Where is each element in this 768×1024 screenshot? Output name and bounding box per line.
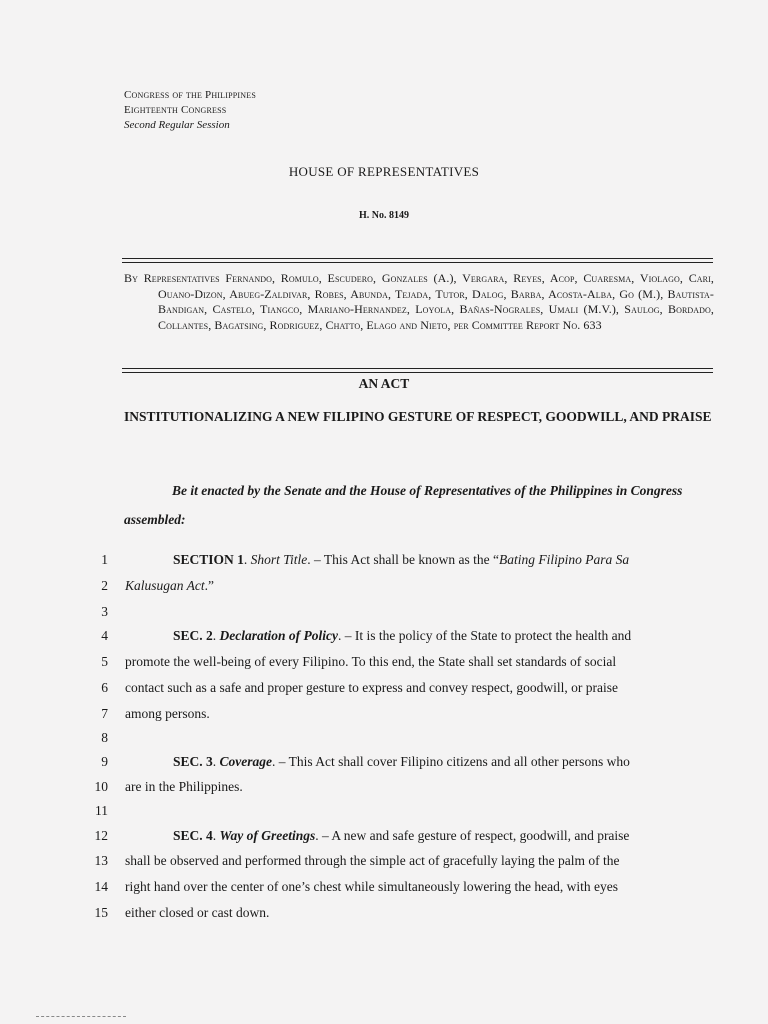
line-text: SEC. 2. Declaration of Policy. – It is the policy of the State to protect the health and [173, 628, 632, 643]
line-text: either closed or cast down. [125, 905, 270, 920]
line-number: 7 [101, 706, 108, 721]
line-text: are in the Philippines. [125, 779, 243, 794]
line-number: 1 [101, 552, 108, 567]
line-number: 12 [94, 828, 108, 843]
bill-line-7 [0, 706, 768, 732]
act-long-title: INSTITUTIONALIZING A NEW FILIPINO GESTURE OF RESPECT, GOODWILL, AND PRAISE [124, 409, 712, 424]
section-heading: Way of Greetings [219, 828, 316, 843]
session-name: Second Regular Session [124, 119, 230, 131]
bill-line-9 [0, 754, 768, 780]
line-text: shall be observed and performed through the simple act of gracefully laying the palm of the [125, 853, 620, 868]
section-heading: Coverage [219, 754, 272, 769]
bill-line-15 [0, 905, 768, 931]
bill-line-6 [0, 680, 768, 706]
authors-paragraph: By Representatives Fernando, Romulo, Escudero, Gonzales (A.), Vergara, Reyes, Acop, Cuaresma, Violago, Cari, Ouano-Dizon, Abueg-Zaldivar, Robes, Abunda, Tejada, Tutor, Dalog, Barba, Acosta-Alba, Go (M.), Bautista-Bandigan, Castelo, Tiangco, Mariano-Hernandez, Loyola, Bañas-Nograles, Umali (M.V.), Saulog, Bordado, Collantes, Bagatsing, Rodriguez, Chatto, Elago and Nieto, per Committee Report No. 633 [124, 271, 714, 332]
line-text: SECTION 1. Short Title. – This Act shall be known as the “Bating Filipino Para Sa [173, 552, 630, 567]
bill-line-5 [0, 654, 768, 680]
house-title: HOUSE OF REPRESENTATIVES [288, 164, 480, 179]
line-text [125, 578, 715, 594]
bill-line-10 [0, 779, 768, 805]
divider-bottom [122, 368, 713, 373]
enacting-clause: Be it enacted by the Senate and the House of Representatives of the Philippines in Congress assembled: [124, 483, 683, 527]
scan-artifact [36, 1016, 126, 1019]
quoted-title: Bating Filipino Para Sa [499, 552, 630, 567]
line-text: among persons. [125, 706, 210, 721]
bill-line-3 [0, 604, 768, 630]
section-text: – This Act shall cover Filipino citizens and all other persons who [275, 754, 630, 769]
section-label: SECTION 1 [173, 552, 244, 567]
section-label: SEC. 2 [173, 628, 213, 643]
section-heading: Declaration of Policy [219, 628, 338, 643]
line-text: contact such as a safe and proper gesture to express and convey respect, goodwill, or praise [125, 680, 618, 695]
section-heading: Short Title [250, 552, 308, 567]
section-text: – A new and safe gesture of respect, goodwill, and praise [318, 828, 630, 843]
section-text: .” [204, 578, 215, 593]
bill-line-1 [0, 552, 768, 578]
quoted-title: Kalusugan Act [125, 578, 205, 593]
congress-name: Congress of the Philippines [124, 89, 257, 101]
bill-line-13 [0, 853, 768, 879]
divider-top [122, 258, 713, 263]
line-number: 14 [94, 879, 108, 894]
line-number: 6 [101, 680, 108, 695]
line-number: 11 [95, 803, 108, 818]
line-number: 5 [101, 654, 108, 669]
bill-line-2 [0, 578, 768, 604]
section-label: SEC. 3 [173, 754, 213, 769]
line-number: 9 [101, 754, 108, 769]
line-number: 10 [94, 779, 108, 794]
bill-line-4 [0, 628, 768, 654]
line-text: SEC. 3. Coverage. – This Act shall cover Filipino citizens and all other persons who [173, 754, 630, 769]
line-text: right hand over the center of one’s chest while simultaneously lowering the head, with eyes [125, 879, 618, 894]
line-number: 13 [94, 853, 108, 868]
congress-header [124, 88, 256, 133]
line-text: SEC. 4. Way of Greetings. – A new and safe gesture of respect, goodwill, and praise [173, 828, 630, 843]
line-number: 3 [101, 604, 108, 619]
bill-line-8 [0, 730, 768, 756]
bill-line-14 [0, 879, 768, 905]
line-number: 4 [101, 628, 108, 643]
congress-number: Eighteenth Congress [124, 104, 227, 116]
bill-number: H. No. 8149 [359, 210, 409, 221]
line-number: 2 [101, 578, 108, 593]
bill-line-11 [0, 803, 768, 829]
act-title: AN ACT [358, 376, 410, 391]
bill-line-12 [0, 828, 768, 854]
section-text: – This Act shall be known as the “ [310, 552, 500, 567]
section-label: SEC. 4 [173, 828, 213, 843]
section-text: – It is the policy of the State to protect the health and [341, 628, 632, 643]
line-number: 8 [101, 730, 108, 745]
line-text: promote the well-being of every Filipino. To this end, the State shall set standards of social [125, 654, 617, 669]
line-number: 15 [94, 905, 108, 920]
